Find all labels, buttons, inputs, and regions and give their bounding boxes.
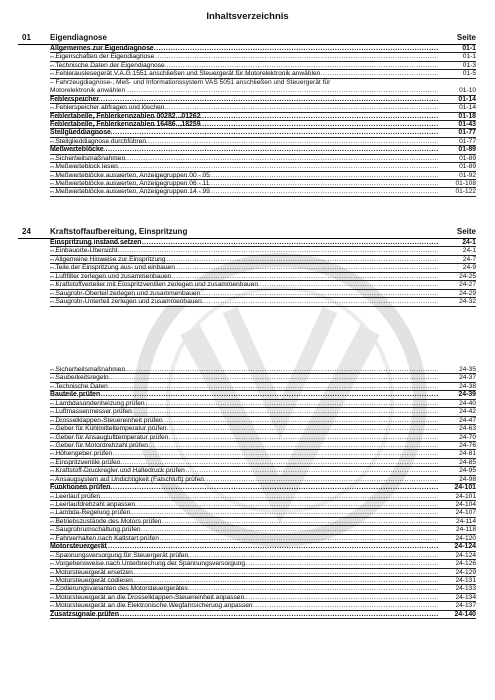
- section-kraftstoffaufbereitung-continued: [18, 366, 476, 619]
- leader-dots: [50, 509, 438, 517]
- toc-entry-title: – Kraftstoff-Druckregler und Haltedruck prüfen: [50, 467, 186, 474]
- leader-dots: [50, 484, 438, 492]
- toc-page-number: 01-108: [455, 180, 476, 188]
- toc-entry[interactable]: [50, 552, 476, 560]
- toc-page-number: 01-89: [459, 154, 476, 162]
- toc-entry-title: – Betriebszustände des Motors prüfen: [50, 518, 162, 525]
- toc-entry[interactable]: [50, 62, 476, 70]
- toc-entry-title: – Fahrzeugdiagnose-, Meß- und Informationssystem VAS 5051 anschließen und Steuergerät für: [50, 79, 331, 86]
- toc-entry-title: – Geber für Kühlmitteltemperatur prüfen: [50, 425, 168, 432]
- toc-page-number: 24-1: [462, 247, 476, 255]
- leader-dots: [50, 535, 438, 543]
- toc-entry-title: – Ansaugsystem auf Undichtigkeit (Falschluft) prüfen: [50, 476, 205, 483]
- toc-page-number: 01-1: [462, 53, 476, 61]
- toc-entry-title: – Motorsteuergerät ersetzen: [50, 569, 134, 576]
- toc-entry[interactable]: [50, 298, 476, 306]
- leader-dots: [50, 383, 438, 391]
- toc-entry[interactable]: [50, 602, 476, 610]
- toc-entry[interactable]: [50, 180, 476, 188]
- toc-entry[interactable]: [50, 290, 476, 298]
- toc-entry-title: – Einbauorte-Übersicht: [50, 247, 118, 254]
- toc-page-number: 24-38: [459, 382, 476, 390]
- leader-dots: [50, 434, 438, 442]
- toc-entry[interactable]: [50, 518, 476, 526]
- toc-heading-entry[interactable]: [50, 611, 476, 619]
- toc-page-number: 01-1: [462, 45, 476, 52]
- leader-dots: [50, 467, 438, 475]
- leader-dots: [50, 400, 438, 408]
- toc-page-number: 24-29: [459, 289, 476, 297]
- leader-dots: [50, 172, 438, 180]
- leader-dots: [50, 104, 438, 112]
- page-column-label: Seite: [456, 227, 476, 236]
- toc-page-number: 24-9: [462, 264, 476, 272]
- toc-entry-title: – Leerlauf prüfen: [50, 493, 101, 500]
- toc-entry-title: – Vorgehensweise nach Unterbrechung der Spannungsversorgung: [50, 560, 246, 567]
- page-title: Inhaltsverzeichnis: [206, 11, 289, 22]
- toc-page-number: 01-14: [459, 104, 476, 112]
- page-column-label: Seite: [456, 33, 476, 42]
- leader-dots: [50, 96, 438, 104]
- toc-page-number: 24-131: [455, 576, 476, 584]
- leader-dots: [50, 476, 438, 484]
- toc-entry-title: Stellglieddiagnose: [50, 129, 111, 137]
- toc-page-number: 24-133: [455, 585, 476, 593]
- toc-entry-title: – Geber für Ansauglufttemperatur prüfen: [50, 434, 169, 441]
- toc-heading-entry[interactable]: [50, 146, 476, 154]
- toc-entry-title: – Motorsteuergerät an die Drosselklappen-Steuereinheit anpassen: [50, 594, 245, 601]
- leader-dots: [50, 138, 438, 146]
- toc-heading-entry[interactable]: [50, 45, 476, 53]
- toc-entry-title: – Sauberkeitsregeln: [50, 374, 110, 381]
- toc-entry-title: Funktionen prüfen: [50, 484, 111, 492]
- leader-dots: [50, 543, 438, 551]
- toc-entry-title: – Stellglieddiagnose durchführen: [50, 138, 147, 145]
- toc-entry[interactable]: [50, 53, 476, 61]
- toc-entry[interactable]: [50, 155, 476, 163]
- toc-entry-title: Fehlerspeicher: [50, 95, 100, 103]
- toc-page-number: 01-77: [458, 129, 476, 137]
- leader-dots: [50, 374, 438, 382]
- toc-heading-entry[interactable]: [50, 129, 476, 137]
- toc-page-number: 24-81: [459, 450, 476, 458]
- toc-entry-title: – Lambda-Regelung prüfen: [50, 509, 131, 516]
- section-number: 24: [22, 227, 31, 236]
- toc-page-number: 01-43: [458, 120, 476, 128]
- toc-entry[interactable]: [50, 535, 476, 543]
- toc-entry[interactable]: [50, 281, 476, 289]
- toc-page-number: 01-5: [462, 70, 476, 78]
- toc-entry-title-continued: Motorelektronik anwählen: [50, 87, 126, 95]
- toc-entry[interactable]: [50, 104, 476, 112]
- toc-list: [18, 45, 476, 197]
- section-kraftstoffaufbereitung: [18, 226, 476, 307]
- toc-entry[interactable]: [50, 247, 476, 255]
- toc-entry-title: – Lambdasondenheizung prüfen: [50, 400, 146, 407]
- toc-entry[interactable]: [50, 408, 476, 416]
- leader-dots: [50, 408, 438, 416]
- toc-page-number: 24-63: [459, 425, 476, 433]
- toc-page-number: 24-47: [459, 416, 476, 424]
- toc-entry[interactable]: [50, 256, 476, 264]
- leader-dots: [50, 585, 438, 593]
- toc-page-number: 24-32: [459, 298, 476, 306]
- toc-entry-title: – Teile der Einspritzung aus- und einbauen: [50, 264, 176, 271]
- leader-dots: [50, 290, 438, 298]
- toc-heading-entry[interactable]: [50, 113, 476, 121]
- toc-entry-title: – Meßwerteblöcke auswerten, Anzeigegruppen 00 - 05: [50, 172, 211, 179]
- leader-dots: [50, 239, 438, 247]
- toc-entry[interactable]: [50, 434, 476, 442]
- toc-entry-title: Zusatzsignale prüfen: [50, 610, 119, 618]
- leader-dots: [50, 577, 438, 585]
- toc-entry-title: – Saugrohr-Oberteil zerlegen und zusammenbauen: [50, 290, 201, 297]
- toc-entry-title: – Einspritzventile prüfen: [50, 459, 121, 466]
- toc-entry-title: Allgemeines zur Eigendiagnose: [50, 45, 154, 52]
- toc-entry-title: – Saugrohr-Unterteil zerlegen und zusammenbauen: [50, 298, 203, 305]
- toc-heading-entry[interactable]: [50, 543, 476, 551]
- leader-dots: [50, 62, 438, 70]
- leader-dots: [50, 552, 438, 560]
- toc-list: [18, 239, 476, 307]
- toc-entry-title: Bauteile prüfen: [50, 391, 101, 399]
- leader-dots: [50, 425, 438, 433]
- toc-page-number: 24-85: [459, 458, 476, 466]
- toc-entry[interactable]: [50, 476, 476, 484]
- toc-entry[interactable]: [50, 172, 476, 180]
- toc-page-number: 24-95: [459, 467, 476, 475]
- leader-dots: [50, 594, 438, 602]
- toc-entry[interactable]: [50, 79, 476, 96]
- toc-page-number: 24-101: [454, 484, 476, 492]
- toc-entry-title: – Allgemeine Hinweise zur Einspritzung: [50, 256, 166, 263]
- toc-entry-title: – Motorsteuergerät an die Elektronische Wegfahrsicherung anpassen: [50, 602, 254, 609]
- toc-entry-title: – Meßwerteblöcke auswerten, Anzeigegruppen 14 - 99: [50, 188, 211, 195]
- section-title: Eigendiagnose: [50, 33, 107, 42]
- leader-dots: [50, 121, 438, 129]
- toc-entry-title: – Geber für Motordrehzahl prüfen: [50, 442, 149, 449]
- toc-entry-title: Motorsteuergerät: [50, 543, 107, 551]
- leader-dots: [50, 45, 438, 53]
- toc-entry[interactable]: [50, 501, 476, 509]
- toc-page-number: 24-42: [459, 408, 476, 416]
- toc-entry-title: – Codierungsvarianten des Motorsteuergerätes: [50, 585, 189, 592]
- section-header: [18, 32, 476, 45]
- toc-entry-title: – Motorsteuergerät codieren: [50, 577, 134, 584]
- toc-page-number: 24-25: [459, 272, 476, 280]
- toc-entry[interactable]: [50, 442, 476, 450]
- toc-page-number: 24-7: [462, 255, 476, 263]
- toc-entry-title: Fehlertabelle, Fehlerkennzahlen 16486...18259: [50, 120, 201, 128]
- leader-dots: [50, 281, 438, 289]
- toc-heading-entry[interactable]: [50, 96, 476, 104]
- toc-entry[interactable]: [50, 493, 476, 501]
- leader-dots: [50, 273, 438, 281]
- toc-page-number: 24-124: [454, 543, 476, 551]
- toc-page-number: 01-77: [459, 137, 476, 145]
- leader-dots: [50, 129, 438, 137]
- toc-page-number: 24-37: [459, 374, 476, 382]
- toc-entry[interactable]: [50, 526, 476, 534]
- leader-dots: [50, 163, 438, 171]
- toc-page-number: 01-10: [459, 87, 476, 95]
- leader-dots: [50, 493, 438, 501]
- section-title: Kraftstoffaufbereitung, Einspritzung: [50, 227, 188, 236]
- toc-entry-title: Meßwerteblöcke: [50, 146, 104, 154]
- toc-page-number: 01-89: [459, 163, 476, 171]
- section-eigendiagnose: [18, 32, 476, 197]
- toc-entry-title: – Fehlerauslesegerät V.A.G 1551 anschließen und Steuergerät für Motorelektronik anwählen: [50, 70, 321, 77]
- leader-dots: [50, 391, 438, 399]
- toc-heading-entry[interactable]: [50, 121, 476, 129]
- leader-dots: [50, 155, 438, 163]
- toc-entry[interactable]: [50, 417, 476, 425]
- toc-entry[interactable]: [50, 188, 476, 196]
- toc-entry[interactable]: [50, 509, 476, 517]
- toc-page-number: 24-118: [455, 526, 476, 534]
- section-header: [18, 226, 476, 239]
- toc-entry[interactable]: [50, 383, 476, 391]
- toc-entry[interactable]: [50, 577, 476, 585]
- toc-entry[interactable]: [50, 594, 476, 602]
- toc-entry[interactable]: [50, 273, 476, 281]
- toc-entry-title: – Kraftstoffverteiler mit Einspritzventilen zerlegen und zusammenbauen: [50, 281, 259, 288]
- leader-dots: [50, 180, 438, 188]
- toc-entry[interactable]: [50, 560, 476, 568]
- leader-dots: [50, 560, 438, 568]
- toc-entry[interactable]: [50, 138, 476, 146]
- toc-page-number: 24-76: [459, 441, 476, 449]
- toc-page-number: 24-124: [455, 551, 476, 559]
- toc-page-number: 24-134: [455, 593, 476, 601]
- toc-entry-title: – Sicherheitsmaßnahmen: [50, 155, 126, 162]
- toc-entry-title: – Luftmassenmesser prüfen: [50, 408, 133, 415]
- toc-page-number: 24-27: [459, 281, 476, 289]
- leader-dots: [50, 188, 438, 196]
- toc-entry[interactable]: [50, 459, 476, 467]
- toc-entry-title: – Technische Daten der Eigendiagnose: [50, 62, 166, 69]
- toc-entry-title: – Eigenschaften der Eigendiagnose: [50, 53, 155, 60]
- leader-dots: [50, 417, 438, 425]
- toc-entry[interactable]: [50, 569, 476, 577]
- leader-dots: [50, 366, 438, 374]
- toc-page-number: 24-39: [458, 391, 476, 399]
- toc-heading-entry[interactable]: [50, 484, 476, 492]
- toc-entry-title: – Luftfilter zerlegen und zusammenbauen: [50, 273, 172, 280]
- toc-page-number: 24-140: [454, 610, 476, 618]
- toc-entry-title: – Technische Daten: [50, 383, 109, 390]
- toc-entry[interactable]: [50, 163, 476, 171]
- toc-entry-title: – Höhengeber prüfen: [50, 450, 113, 457]
- toc-page-number: 01-89: [458, 146, 476, 154]
- leader-dots: [50, 256, 438, 264]
- toc-entry-title: Fehlertabelle, Fehlerkennzahlen 00282...01262: [50, 112, 201, 120]
- toc-page-number: 24-40: [459, 399, 476, 407]
- leader-dots: [50, 569, 438, 577]
- toc-entry[interactable]: [50, 425, 476, 433]
- toc-entry-title: – Saugrohrumschaltung prüfen: [50, 526, 142, 533]
- toc-page-number: 24-137: [455, 602, 476, 610]
- toc-list: [18, 366, 476, 619]
- leader-dots: [50, 113, 438, 121]
- leader-dots: [50, 518, 438, 526]
- leader-dots: [50, 442, 438, 450]
- toc-entry[interactable]: [50, 374, 476, 382]
- toc-entry[interactable]: [50, 70, 476, 78]
- toc-page-number: 24-70: [459, 433, 476, 441]
- toc-entry-title: – Meßwerteblöcke auswerten, Anzeigegruppen 06 - 11: [50, 180, 210, 187]
- toc-page-number: 01-18: [458, 112, 476, 120]
- toc-page-number: 24-126: [455, 560, 476, 568]
- toc-heading-entry[interactable]: [50, 239, 476, 247]
- toc-page-number: 01-122: [455, 188, 476, 196]
- toc-entry[interactable]: [50, 467, 476, 475]
- toc-entry[interactable]: [50, 585, 476, 593]
- toc-page-number: 24-101: [455, 492, 476, 500]
- toc-page-number: 24-35: [459, 366, 476, 373]
- leader-dots: [50, 450, 438, 458]
- leader-dots: [50, 70, 438, 78]
- leader-dots: [50, 298, 438, 306]
- section-number: 01: [22, 33, 31, 42]
- toc-entry-title: – Spannungsversorgung für Steuergerät prüfen: [50, 552, 189, 559]
- toc-entry[interactable]: [50, 264, 476, 272]
- leader-dots: [50, 611, 438, 619]
- toc-page-number: 24-129: [455, 568, 476, 576]
- toc-entry-title: – Sicherheitsmaßnahmen: [50, 366, 126, 373]
- toc-entry[interactable]: [50, 400, 476, 408]
- leader-dots: [50, 501, 438, 509]
- toc-page-number: 01-92: [459, 171, 476, 179]
- toc-entry[interactable]: [50, 366, 476, 374]
- leader-dots: [50, 247, 438, 255]
- leader-dots: [50, 146, 438, 154]
- leader-dots: [50, 53, 438, 61]
- toc-entry-title: – Leerlaufdrehzahl anpassen: [50, 501, 136, 508]
- toc-page-number: 01-14: [458, 95, 476, 103]
- toc-entry[interactable]: [50, 450, 476, 458]
- toc-entry-title: Einspritzung instand setzen: [50, 239, 142, 246]
- toc-entry-title: – Fehlerspeicher abfragen und löschen: [50, 104, 165, 111]
- leader-dots: [50, 602, 438, 610]
- toc-page-number: 24-1: [462, 239, 476, 246]
- toc-entry-title: – Meßwerteblock lesen: [50, 163, 119, 170]
- toc-entry-title: – Drosselklappen-Steuereinheit prüfen: [50, 417, 164, 424]
- leader-dots: [50, 264, 438, 272]
- toc-page-number: 24-98: [459, 475, 476, 483]
- toc-page-number: 24-104: [455, 501, 476, 508]
- toc-page-number: 01-3: [462, 61, 476, 69]
- leader-dots: [50, 526, 438, 534]
- leader-dots: [50, 459, 438, 467]
- toc-page-number: 24-107: [455, 509, 476, 517]
- toc-entry-title: – Fahrverhalten nach Kaltstart prüfen: [50, 535, 160, 542]
- toc-page-number: 24-120: [455, 534, 476, 542]
- toc-page-number: 24-114: [455, 517, 476, 525]
- toc-heading-entry[interactable]: [50, 391, 476, 399]
